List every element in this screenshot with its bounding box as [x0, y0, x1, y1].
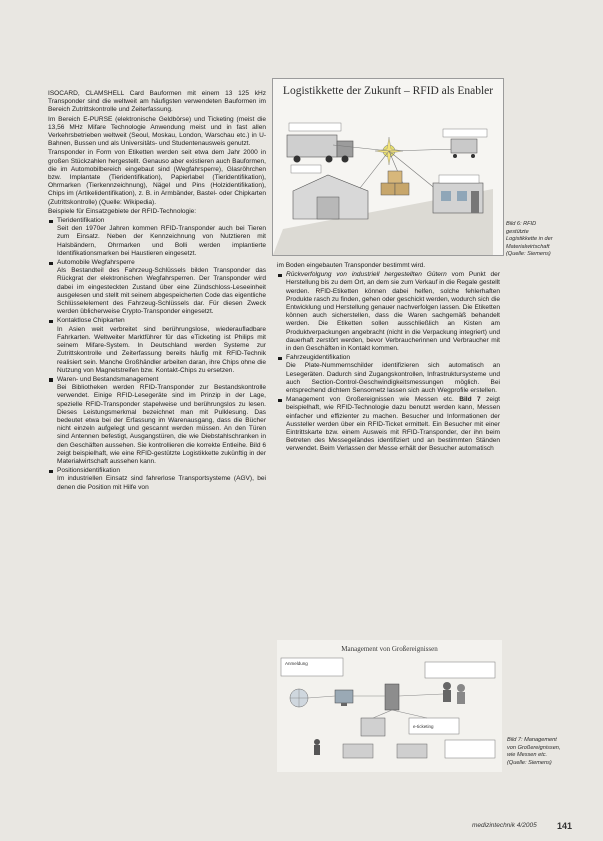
- list-item: [277, 396, 500, 453]
- gate-icon: [361, 718, 385, 736]
- list-item-text: Als Bestandteil des Fahrzeug-Schlüssels bilden Transponder das Rückgrat der elektronischen Wegfahrsperren. Der Transponder wird dabei im eingesteckten Zustand über eine Zündschloss-Leseeinheit ausgelesen und stellt mit seinem abgespeicherten Code das eigentliche Schlüsselelement des Fahrzeug-Schlüssels dar. Für diesen Zweck werden üblicherweise Crypto-Transponder eingesetzt.: [57, 267, 266, 316]
- left-column: [48, 90, 266, 493]
- list-item-text: Die Plate-Nummernschilder identifizieren sich automatisch an Lesegeräten. Dadurch sind Zugangskontrollen, Infrastruktursysteme und auch Section-Control-Geschwindigkeitsmessungen möglich. Bei entsprechend dichtem Sensornetz lassen sich auch Wegprofile erstellen.: [286, 362, 500, 395]
- exhibition-booth-icon: [397, 744, 427, 758]
- bullet-list: [48, 217, 266, 492]
- list-item-text: zeigt beispielhaft, wie RFID-Technologie dazu benutzt werden kann, Messen einfacher und effizienter zu machen. Besucher und Informationen der Aussteller werden über ein RFID-Ticket ermittelt. Ein Besucher mit einer Eintrittskarte bzw. einem Ausweis mit RFID-Transponder, der ihn beim Betreten des Messegeländes identifiziert und an bestimmten Ständen verwendet. Beim Verlassen der Messe erhält der Besucher automatisch: [286, 396, 500, 453]
- list-item-title: Kontaktlose Chipkarten: [57, 317, 125, 325]
- list-item-text: Management von Großereignissen wie Messen etc.: [286, 396, 460, 404]
- list-item: [48, 317, 266, 374]
- list-item: [48, 217, 266, 258]
- list-item-text: Im industriellen Einsatz sind fahrerlose Transportsysteme (AGV), bei denen die Position mit Hilfe von: [57, 475, 266, 491]
- list-item: [277, 271, 500, 353]
- diagram-label: Anmeldung: [285, 661, 308, 666]
- magazine-name: medizintechnik 4/2005: [472, 822, 537, 829]
- list-item: [277, 354, 500, 395]
- list-item-title: Waren- und Bestandsmanagement: [57, 375, 159, 383]
- diagram-label: e-ticketing: [413, 724, 434, 729]
- people-icon: [443, 682, 465, 704]
- figure-title: Logistikkette der Zukunft – RFID als Enabler: [282, 85, 494, 97]
- computer-icon: [335, 690, 353, 706]
- figure-logistics-chain: [272, 78, 504, 256]
- page-number: 141: [556, 821, 572, 831]
- server-icon: [385, 684, 399, 710]
- list-item-text: Bei Bibliotheken werden RFID-Transponder zur Bestandskontrolle verwendet. Einige RFID-Lesegeräte sind im Prinzip in der Lage, spezielle RFID-Transponder stapelweise und berührungslos zu lesen. Dieses Leistungsmerkmal bezeichnet man mit Pulklesung. Das bedeutet etwa bei der Erfassung im Warenausgang, dass die Bücher nicht einzeln aufgelegt und gescannt werden müssen. An den Türen sind Antennen befestigt, Ausgangstüren, die wie Diebstahlschranken in den Geschäften aussehen. Sie kontrollieren die korrekte Entleihe. Bild 6 zeigt beispielhaft, wie eine RFID-gestützte Logistikkette zukünftig in der Materialwirtschaft aussehen kann.: [57, 384, 266, 465]
- figure-reference: Bild 7: [459, 396, 481, 404]
- figure-title: Management von Großereignissen: [341, 645, 438, 653]
- boxes-icon: [381, 171, 409, 195]
- figure-caption: Bild 7: Management von Großereignissen, wie Messen etc. (Quelle: Siemens): [507, 737, 561, 766]
- list-item: [48, 467, 266, 492]
- list-item-title: Positionsidentifikation: [57, 467, 120, 475]
- list-item: [48, 259, 266, 316]
- truck-icon: [287, 135, 353, 163]
- page-footer: [472, 819, 572, 833]
- right-column: [277, 262, 500, 455]
- store-icon: [433, 183, 483, 213]
- shopping-cart-icon: [451, 139, 477, 158]
- paragraph: im Boden eingebauten Transponder bestimmt wird.: [277, 262, 426, 269]
- paragraph: Im Bereich E-PURSE (elektronische Geldbörse) und Ticketing (meist die 13,56 MHz Mifare Technologie Anwendung meist und in fast allen Verkehrsbetrieben weltweit (Seoul, Moskau, London, Warschau etc.) in U-Bahnen, Bussen und als Universitäts- und Studentenausweis genutzt.: [48, 115, 266, 148]
- paragraph: Beispiele für Einsatzgebiete der RFID-Technologie:: [48, 207, 197, 215]
- list-item-text: vom Punkt der Herstellung bis zu dem Ort, an dem sie zum Verkauf in die Regale gestellt werden. RFID-Etiketten können dabei helfen, solche fehlerhaften Produkte rasch zu finden, gehen oder geschickt werden, wodurch sich die Entwicklung und Herstellung genauer nachverfolgen lassen. Die Etiketten können auch sicherstellen, dass die Waren sachgemäß behandelt werden. Die Etiketten sollen ausschließlich an Kisten am Produktverpackungen angebracht (nicht in die Verpackung integriert) und dauerhaft zerstört werden, bevor Verbraucherinnen und Verbraucher mit in den Geschäften in Kontakt kommen.: [286, 271, 501, 353]
- bullet-list: [277, 271, 500, 453]
- globe-icon: [290, 689, 308, 707]
- figure-event-management: [277, 640, 502, 772]
- list-item-title: Automobile Wegfahrsperre: [57, 259, 135, 267]
- warehouse-icon: [293, 175, 368, 219]
- list-item: [48, 376, 266, 466]
- paragraph: ISOCARD, CLAMSHELL Card Bauformen mit einem 13 125 kHz Transponder sind die weltweit am häufigsten verwendeten Bauformen im Bereich Zutrittskontrolle und Zeiterfassung.: [48, 90, 266, 114]
- person-icon: [314, 739, 320, 755]
- list-item-title: Fahrzeugidentifikation: [286, 354, 351, 362]
- exhibition-booth-icon: [343, 744, 373, 758]
- list-item-text: Seit den 1970er Jahren kommen RFID-Transponder auch bei Tieren zum Einsatz. Neben der Kennzeichnung von Nutztieren mit Halsbändern, Ohrmarken und Bolli werden implantierte Identifikationsmarken bei Haustieren eingesetzt.: [57, 225, 266, 257]
- event-management-illustration: [277, 640, 502, 772]
- list-item-title: Rückverfolgung von industriell hergestellten Gütern: [286, 271, 447, 279]
- logistics-illustration: [273, 79, 503, 255]
- paragraph: Transponder in Form von Etiketten werden seit etwa dem Jahr 2000 in großen Stückzahlen hergestellt. Genauso aber existieren auch Bauformen, die im Automobilbereich eingebaut sind (Wegfahrsperre), Glasröhrchen bzw. Implantate (Tieridentifikation), Papierlabel (Tieridentifikation), Ohrmarken (Tierkennzeichnung), Nägel und Pins (Holzidentifikation), Chips im (Artikelidentifikation), z. B. in Armbänder, Bastel- oder Chipkarten (Zutrittskontrolle) (Quelle: Wikipedia).: [48, 149, 266, 206]
- list-item-title: Tieridentifikation: [57, 217, 105, 225]
- list-item-text: In Asien weit verbreitet sind berührungslose, wiederaufladbare Fahrkarten. Weltweiter Marktführer für das eTicketing ist Philips mit seinem Mifare-System. In Deutschland werden Systeme zur Zutrittskontrolle und Zeiterfassung bereits häufig mit RFID-Technik realisiert sein. Manche Großhändler arbeiten daran, ihre Chips ohne die Nutzung von Magnetstreifen bzw. Kontakt-Chips zu ersetzen.: [57, 325, 266, 374]
- figure-caption: Bild 6: RFID gestützte Logistikkette in der Materialwirtschaft (Quelle: Siemens): [506, 221, 553, 257]
